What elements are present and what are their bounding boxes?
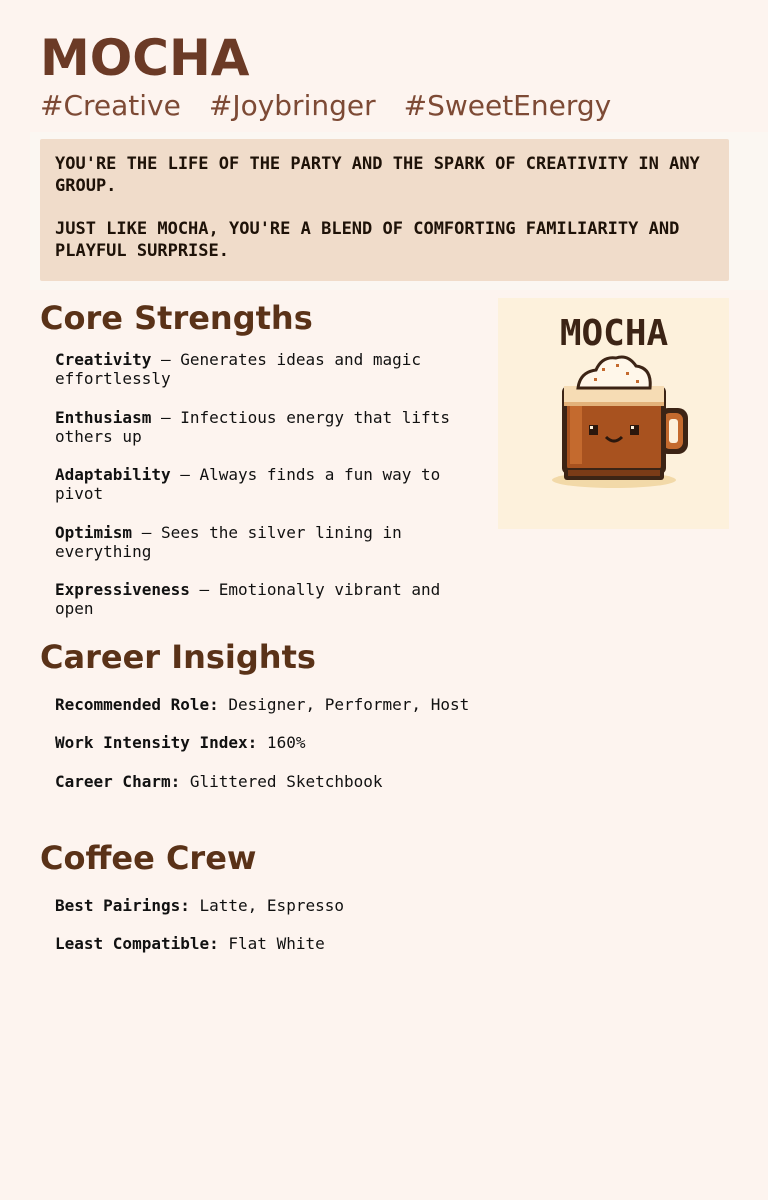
core-strengths-heading: Core Strengths	[40, 299, 313, 337]
strength-text: – Emotionally vibrant and open	[55, 580, 441, 618]
career-item	[55, 733, 305, 752]
crew-item	[55, 934, 325, 953]
strength-text: – Always finds a fun way to pivot	[55, 465, 441, 503]
page-title: MOCHA	[40, 29, 250, 87]
tag-sweet-energy: #SweetEnergy	[403, 89, 612, 122]
career-label: Work Intensity Index:	[55, 733, 258, 752]
crew-label: Least Compatible:	[55, 934, 219, 953]
career-label: Recommended Role:	[55, 695, 219, 714]
career-value: Designer, Performer, Host	[218, 695, 470, 714]
career-item	[55, 772, 383, 791]
strength-name: Optimism	[55, 523, 133, 542]
strength-text: – Sees the silver lining in everything	[55, 523, 402, 561]
strength-text: – Infectious energy that lifts others up	[55, 408, 450, 446]
tag-joybringer: #Joybringer	[208, 89, 376, 122]
description-line-1: YOU'RE THE LIFE OF THE PARTY AND THE SPARK OF CREATIVITY IN ANY GROUP.	[55, 154, 700, 196]
description-line-2: JUST LIKE MOCHA, YOU'RE A BLEND OF COMFORTING FAMILIARITY AND PLAYFUL SURPRISE.	[55, 219, 680, 261]
career-insights-heading: Career Insights	[40, 638, 316, 676]
tag-list	[40, 88, 639, 124]
crew-item	[55, 896, 344, 915]
coffee-crew-heading: Coffee Crew	[40, 839, 257, 877]
strength-item	[55, 465, 455, 503]
mocha-illustration	[498, 298, 729, 529]
strength-name: Enthusiasm	[55, 408, 152, 427]
career-label: Career Charm:	[55, 772, 181, 791]
strength-name: Expressiveness	[55, 580, 190, 599]
strength-name: Adaptability	[55, 465, 171, 484]
career-item	[55, 695, 469, 714]
strength-item	[55, 408, 455, 446]
crew-label: Best Pairings:	[55, 896, 190, 915]
tag-creative: #Creative	[40, 89, 181, 122]
strength-item	[55, 523, 455, 561]
strength-item	[55, 580, 455, 618]
crew-value: Latte, Espresso	[189, 896, 344, 915]
crew-value: Flat White	[218, 934, 325, 953]
strength-text: – Generates ideas and magic effortlessly	[55, 350, 422, 388]
strength-item	[55, 350, 455, 388]
strength-name: Creativity	[55, 350, 152, 369]
description-box	[40, 139, 729, 281]
career-value: 160%	[257, 733, 306, 752]
art-label: MOCHA	[559, 313, 669, 354]
career-value: Glittered Sketchbook	[180, 772, 383, 791]
pixel-mocha-mug-icon	[498, 298, 729, 529]
